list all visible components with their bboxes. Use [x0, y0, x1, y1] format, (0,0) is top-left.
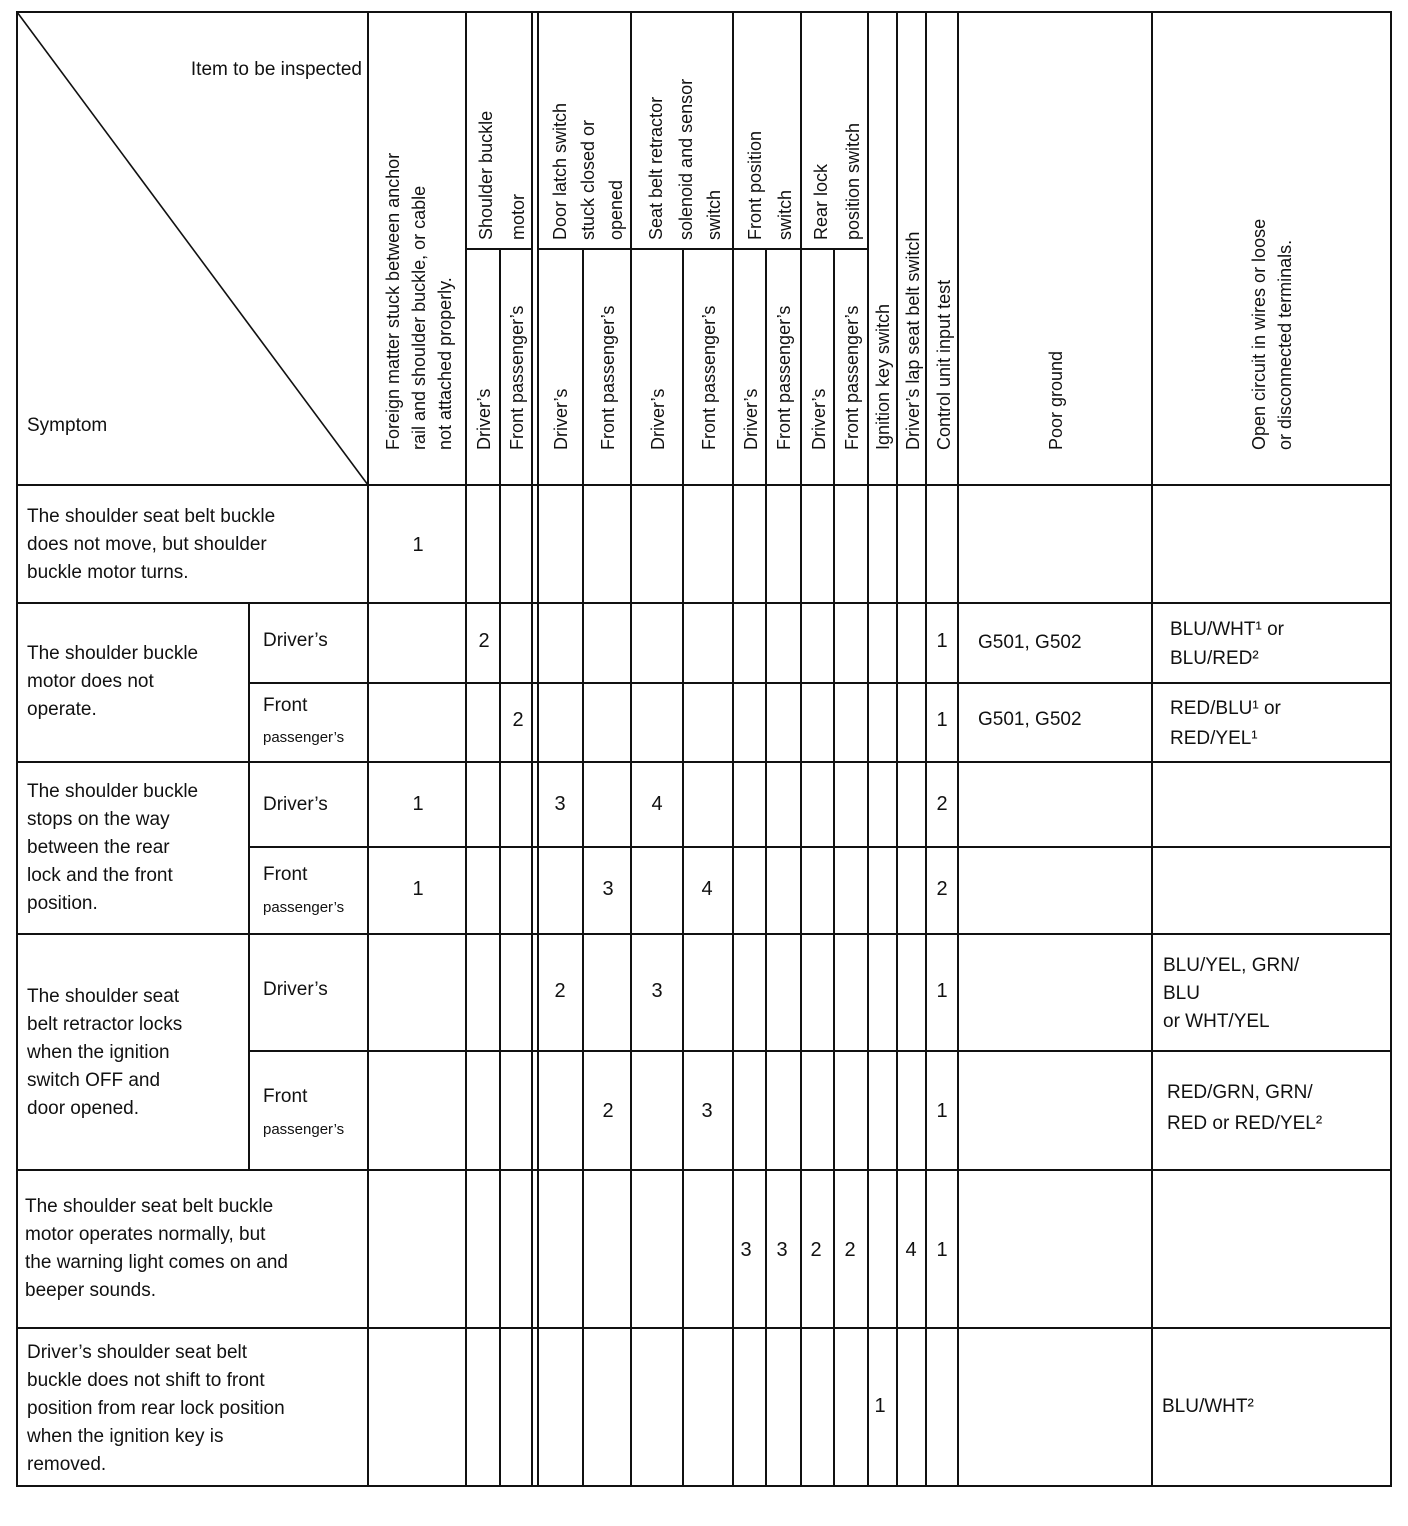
row3-symptom-line2: stops on the way [27, 809, 170, 830]
row4-drivers-label: Driver’s [263, 979, 328, 1000]
subheader-retractor-front-passengers: Front passenger’s [699, 305, 719, 450]
row4-symptom-line3: when the ignition [27, 1042, 170, 1063]
row-1 [27, 506, 424, 583]
header-rear-lock-line1: Rear lock [811, 163, 831, 240]
header-door-latch-line1: Door latch switch [550, 102, 570, 240]
row4-symptom-line4: switch OFF and [27, 1070, 161, 1091]
row5-symptom-line3: the warning light comes on and [25, 1252, 288, 1273]
row5-front-position-passenger-priority: 3 [776, 1239, 788, 1261]
row6-symptom-line5: removed. [27, 1454, 107, 1475]
row6-ignition-priority: 1 [874, 1395, 886, 1417]
header-ignition-key-switch: Ignition key switch [873, 303, 893, 450]
column-headers [383, 79, 1295, 450]
row4-passenger-door-priority: 2 [602, 1100, 614, 1122]
row3-drivers-foreign-priority: 1 [412, 793, 424, 815]
row4-drivers-wires-line2: BLU [1163, 983, 1200, 1004]
header-front-position-line1: Front position [745, 130, 765, 240]
row1-symptom-line1: The shoulder seat belt buckle [27, 506, 276, 527]
row2-passenger-label-line1: Front [263, 695, 308, 716]
row3-symptom-line3: between the rear [27, 837, 170, 858]
row2-drivers-wires-line2: BLU/RED² [1170, 648, 1259, 669]
row4-passenger-control-priority: 1 [936, 1100, 948, 1122]
row3-drivers-control-priority: 2 [936, 793, 948, 815]
row1-foreign-matter-priority: 1 [412, 534, 424, 556]
row3-passenger-label-line1: Front [263, 864, 308, 885]
row4-symptom-line5: door opened. [27, 1098, 139, 1119]
row4-drivers-wires-line3: or WHT/YEL [1163, 1011, 1270, 1032]
row3-drivers-retractor-priority: 4 [651, 793, 663, 815]
row2-passenger-wires-line2: RED/YEL¹ [1170, 728, 1258, 749]
row2-passenger-motor-priority: 2 [512, 709, 524, 731]
row6-symptom-line1: Driver’s shoulder seat belt [27, 1342, 248, 1363]
row5-rear-lock-passenger-priority: 2 [844, 1239, 856, 1261]
row4-symptom-line1: The shoulder seat [27, 986, 180, 1007]
row2-passenger-control-priority: 1 [936, 709, 948, 731]
subheader-rear-lock-drivers: Driver’s [809, 388, 829, 450]
row5-control-priority: 1 [936, 1239, 948, 1261]
header-retractor-line3: switch [704, 189, 724, 240]
header-retractor-line1: Seat belt retractor [646, 96, 666, 240]
row3-passenger-retractor-priority: 4 [701, 878, 713, 900]
row2-passenger-wires-line1: RED/BLU¹ or [1170, 698, 1281, 719]
subheader-motor-front-passengers: Front passenger’s [507, 305, 527, 450]
subheader-door-drivers: Driver’s [551, 388, 571, 450]
row-4 [26, 955, 1322, 1138]
row4-drivers-retractor-priority: 3 [651, 980, 663, 1002]
row1-symptom-line3: buckle motor turns. [27, 562, 189, 583]
row3-passenger-foreign-priority: 1 [412, 878, 424, 900]
subheader-motor-drivers: Driver’s [474, 388, 494, 450]
row5-symptom-line4: beeper sounds. [25, 1280, 156, 1301]
row2-passenger-label-line2: passenger’s [263, 729, 345, 746]
subheader-front-position-drivers: Driver’s [741, 388, 761, 450]
symptom-label: Symptom [27, 415, 108, 436]
row2-drivers-label: Driver’s [263, 630, 328, 651]
row4-drivers-control-priority: 1 [936, 980, 948, 1002]
subheader-front-position-front-passengers: Front passenger’s [774, 305, 794, 450]
row5-symptom-line1: The shoulder seat belt buckle [25, 1196, 274, 1217]
row6-symptom-line4: when the ignition key is [27, 1426, 224, 1447]
row4-symptom-line2: belt retractor locks [27, 1014, 183, 1035]
row3-passenger-door-priority: 3 [602, 878, 614, 900]
row6-symptom-line3: position from rear lock position [27, 1398, 285, 1419]
row3-drivers-label: Driver’s [263, 794, 328, 815]
subheader-rear-lock-front-passengers: Front passenger’s [842, 305, 862, 450]
row4-drivers-door-priority: 2 [554, 980, 566, 1002]
row3-drivers-door-priority: 3 [554, 793, 566, 815]
row4-passenger-wires-line1: RED/GRN, GRN/ [1167, 1082, 1313, 1103]
row5-lap-belt-priority: 4 [905, 1239, 917, 1261]
row5-symptom-line2: motor operates normally, but [25, 1224, 266, 1245]
header-rear-lock-line2: position switch [843, 122, 863, 240]
row2-drivers-ground: G501, G502 [978, 632, 1082, 653]
subheader-door-front-passengers: Front passenger’s [598, 305, 618, 450]
row-5 [25, 1196, 948, 1301]
row6-wires: BLU/WHT² [1162, 1396, 1254, 1417]
row2-drivers-wires-line1: BLU/WHT¹ or [1170, 619, 1284, 640]
header-foreign-matter-line3: not attached properly. [435, 277, 455, 450]
row6-symptom-line2: buckle does not shift to front [27, 1370, 265, 1391]
header-foreign-matter-line1: Foreign matter stuck between anchor [383, 152, 403, 450]
header-door-latch-line3: opened [606, 179, 626, 240]
row2-symptom-line3: operate. [27, 699, 97, 720]
row3-passenger-control-priority: 2 [936, 878, 948, 900]
header-control-unit-input-test: Control unit input test [934, 279, 954, 450]
header-open-circuit-line2: or disconnected terminals. [1275, 239, 1295, 450]
row-6 [26, 1342, 1254, 1475]
row2-drivers-motor-priority: 2 [478, 630, 490, 652]
header-shoulder-motor-line2: motor [508, 193, 528, 240]
row2-symptom-line2: motor does not [27, 671, 154, 692]
header-lap-belt-switch: Driver’s lap seat belt switch [903, 231, 923, 450]
header-open-circuit-line1: Open circuit in wires or loose [1249, 218, 1269, 450]
row4-passenger-retractor-priority: 3 [701, 1100, 713, 1122]
row4-passenger-label-line1: Front [263, 1086, 308, 1107]
row4-passenger-wires-line2: RED or RED/YEL² [1167, 1113, 1323, 1134]
row3-symptom-line5: position. [27, 893, 98, 914]
row2-passenger-ground: G501, G502 [978, 709, 1082, 730]
row3-symptom-line1: The shoulder buckle [27, 781, 199, 802]
row5-front-position-drivers-priority: 3 [740, 1239, 752, 1261]
row5-rear-lock-drivers-priority: 2 [810, 1239, 822, 1261]
row2-symptom-line1: The shoulder buckle [27, 643, 199, 664]
row3-passenger-label-line2: passenger’s [263, 899, 345, 916]
header-foreign-matter-line2: rail and shoulder buckle, or cable [409, 185, 429, 450]
row1-symptom-line2: does not move, but shoulder [27, 534, 267, 555]
row3-symptom-line4: lock and the front [27, 865, 173, 886]
item-to-be-inspected-label: Item to be inspected [190, 59, 362, 80]
row4-drivers-wires-line1: BLU/YEL, GRN/ [1163, 955, 1300, 976]
header-shoulder-motor-line1: Shoulder buckle [476, 110, 496, 240]
subheader-retractor-drivers: Driver’s [648, 388, 668, 450]
row2-drivers-control-priority: 1 [936, 630, 948, 652]
header-front-position-line2: switch [775, 189, 795, 240]
header-poor-ground: Poor ground [1046, 350, 1066, 450]
header-door-latch-line2: stuck closed or [578, 119, 598, 240]
header-retractor-line2: solenoid and sensor [676, 78, 696, 240]
row4-passenger-label-line2: passenger’s [263, 1121, 345, 1138]
row-3 [27, 781, 948, 916]
